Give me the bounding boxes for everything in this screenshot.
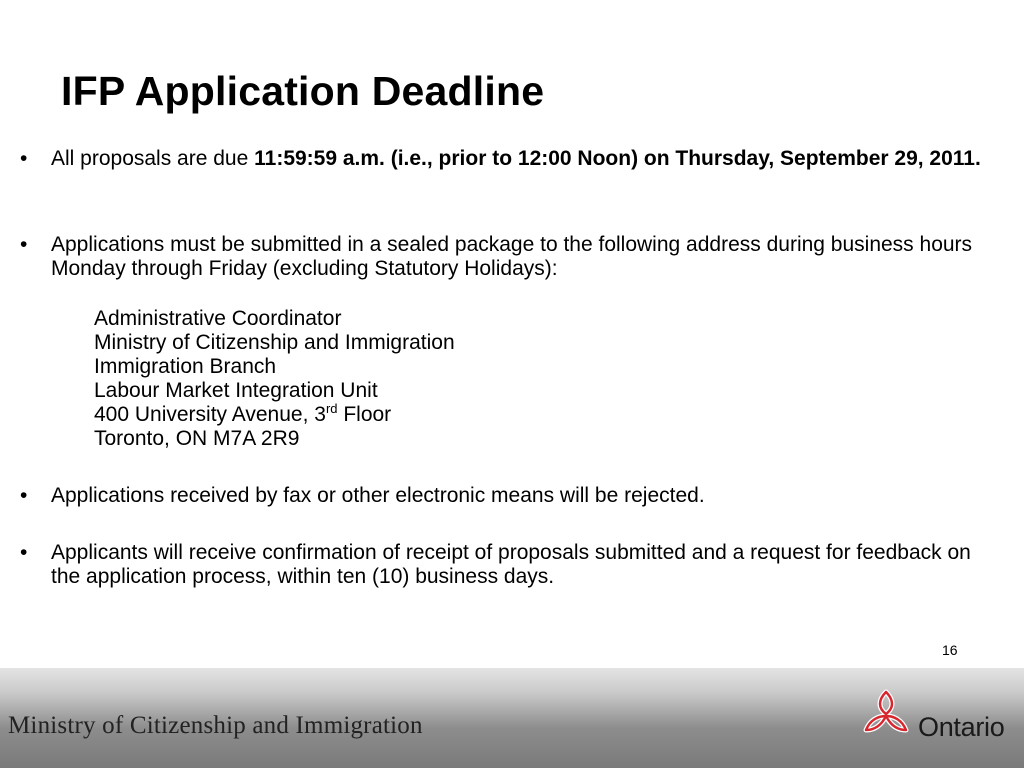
address-line: Toronto, ON M7A 2R9: [94, 427, 300, 450]
street: 400 University Avenue, 3: [94, 403, 326, 426]
ontario-trillium-logo-icon: [856, 686, 916, 746]
bullet-text: Applications must be submitted in a sealed package to the following address during business hours Monday through Friday (excluding Statutory Holidays):: [51, 233, 973, 280]
address-line: Administrative Coordinator: [94, 307, 342, 330]
mailing-address: [94, 307, 455, 451]
bullet-marker: •: [20, 233, 28, 256]
bullet-marker: •: [20, 147, 28, 170]
floor: Floor: [337, 403, 392, 426]
address-line-street: [94, 403, 455, 427]
bullet-text: [51, 147, 1001, 171]
footer-banner: [0, 668, 1024, 768]
address-line: Labour Market Integration Unit: [94, 379, 378, 402]
slide-title: IFP Application Deadline: [61, 68, 545, 114]
ontario-wordmark: Ontario: [918, 712, 1005, 742]
deadline-date: 11:59:59 a.m. (i.e., prior to 12:00 Noon) on Thursday, September 29, 2011.: [254, 147, 981, 170]
ordinal-suffix: rd: [325, 401, 338, 416]
address-line: Ministry of Citizenship and Immigration: [94, 331, 455, 354]
page-number: 16: [942, 642, 958, 658]
deadline-intro: All proposals are due: [51, 147, 255, 170]
bullet-marker: •: [20, 484, 28, 507]
ministry-wordmark: Ministry of Citizenship and Immigration: [8, 712, 423, 739]
bullet-marker: •: [20, 541, 28, 564]
address-line: Immigration Branch: [94, 355, 277, 378]
bullet-text: Applications received by fax or other electronic means will be rejected.: [51, 484, 705, 507]
bullet-text: Applicants will receive confirmation of receipt of proposals submitted and a request for feedback on the application process, within ten (10) business days.: [51, 541, 971, 588]
